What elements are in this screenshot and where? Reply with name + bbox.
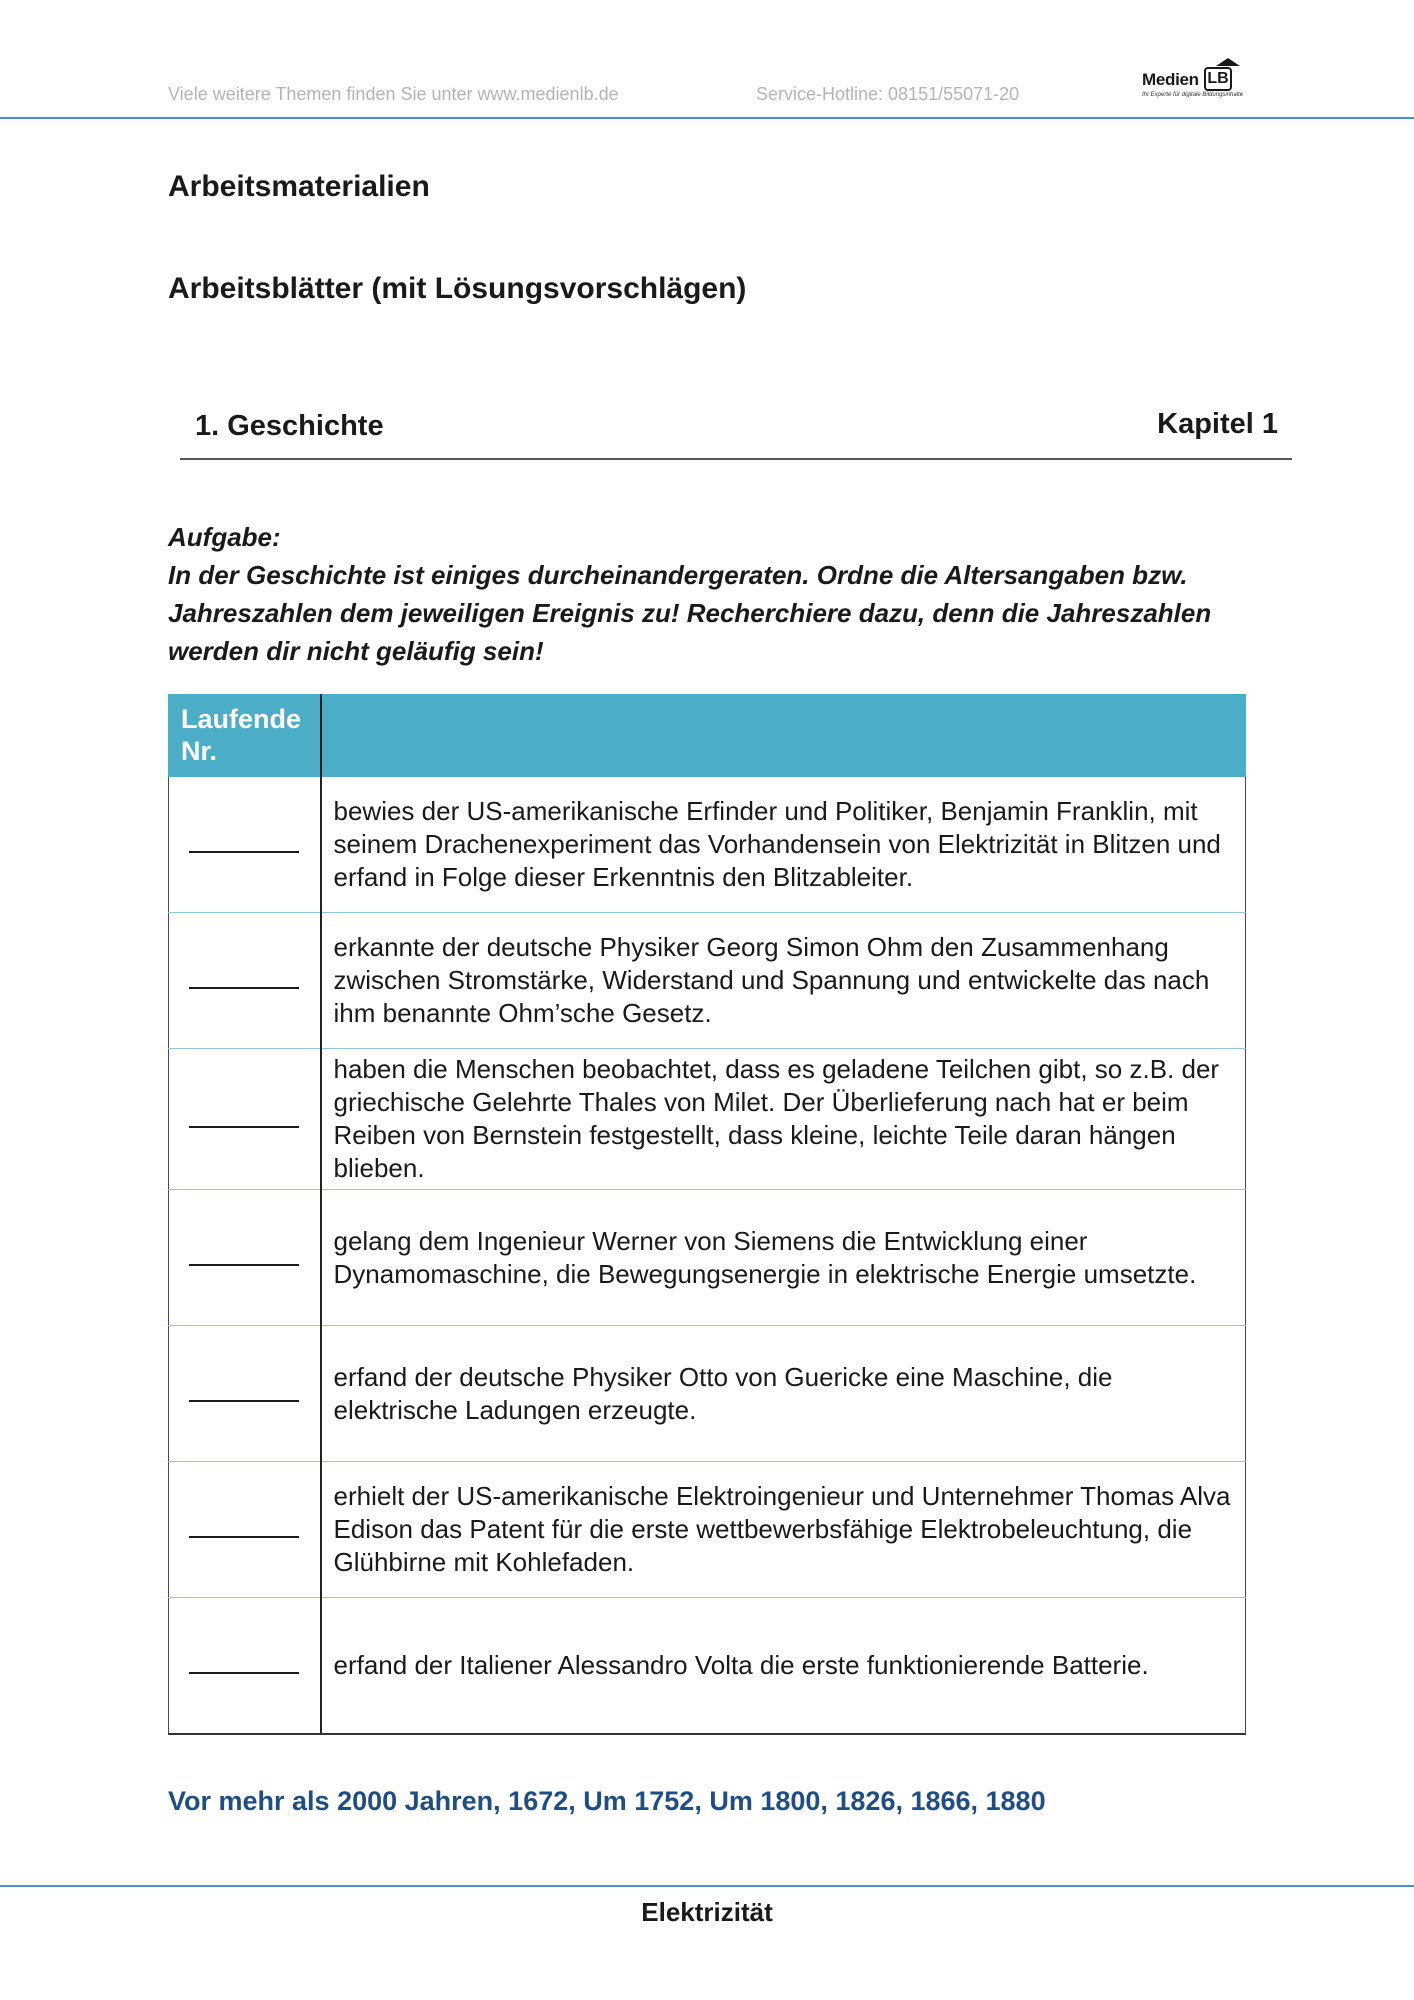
column-header-event	[321, 695, 1246, 777]
answer-blank[interactable]	[169, 1049, 321, 1190]
footer-divider	[0, 1885, 1414, 1887]
event-text: bewies der US-amerikanische Erfinder und Politiker, Benjamin Franklin, mit seinem Drachenexperiment das Vorhandensein von Elektrizität in Blitzen und erfand in Folge dieser Erkenntnis den Blitzableiter.	[321, 777, 1246, 913]
blank-line	[189, 1518, 299, 1538]
table-row	[169, 1049, 1246, 1190]
footer-topic: Elektrizität	[641, 1897, 773, 1927]
graduation-cap-icon	[1216, 58, 1240, 66]
event-text: erfand der deutsche Physiker Otto von Guericke eine Maschine, die elektrische Ladungen erzeugte.	[321, 1326, 1246, 1462]
answer-blank[interactable]	[169, 1598, 321, 1734]
chapter-divider	[180, 458, 1292, 460]
logo-tagline: Ihr Experte für digitale Bildungsinhalte	[1142, 92, 1244, 98]
column-header-number: Laufende Nr.	[169, 695, 321, 777]
table-header-row	[169, 695, 1246, 777]
blank-line	[189, 1108, 299, 1128]
event-text: erhielt der US-amerikanische Elektroingenieur und Unternehmer Thomas Alva Edison das Patent für die erste wettbewerbsfähige Elektrobeleuchtung, die Glühbirne mit Kohlefaden.	[321, 1462, 1246, 1598]
answer-blank[interactable]	[169, 1326, 321, 1462]
table-row	[169, 777, 1246, 913]
answer-blank[interactable]	[169, 1462, 321, 1598]
answer-blank[interactable]	[169, 913, 321, 1049]
blank-line	[189, 969, 299, 989]
chapter-label: Kapitel 1	[1157, 408, 1278, 440]
header-hotline-text: Service-Hotline: 08151/55071-20	[756, 84, 1020, 104]
table-row	[169, 1598, 1246, 1734]
header-divider	[0, 117, 1414, 119]
task-label: Aufgabe:	[168, 522, 281, 552]
page-title: Arbeitsmaterialien	[168, 170, 430, 203]
logo-wordmark: Medien	[1142, 70, 1199, 89]
medienlb-logo	[1138, 60, 1250, 106]
blank-line	[189, 1246, 299, 1266]
event-text: gelang dem Ingenieur Werner von Siemens die Entwicklung einer Dynamomaschine, die Bewegungsenergie in elektrische Energie umsetzte.	[321, 1190, 1246, 1326]
task-text: In der Geschichte ist einiges durcheinandergeraten. Ordne die Altersangaben bzw. Jahreszahlen dem jeweiligen Ereignis zu! Recherchiere dazu, denn die Jahreszahlen werden dir nicht geläufig sein!	[168, 560, 1212, 666]
event-text: erfand der Italiener Alessandro Volta die erste funktionierende Batterie.	[321, 1598, 1246, 1734]
blank-line	[189, 1382, 299, 1402]
header-website-text: Viele weitere Themen finden Sie unter www.medienlb.de	[168, 84, 619, 104]
table-row	[169, 1326, 1246, 1462]
table-row	[169, 1190, 1246, 1326]
answer-blank[interactable]	[169, 777, 321, 913]
task-block	[168, 518, 1278, 670]
page-subtitle: Arbeitsblätter (mit Lösungsvorschlägen)	[168, 272, 747, 305]
blank-line	[189, 833, 299, 853]
table-row	[169, 913, 1246, 1049]
answer-options: Vor mehr als 2000 Jahren, 1672, Um 1752, Um 1800, 1826, 1866, 1880	[168, 1786, 1046, 1816]
blank-line	[189, 1654, 299, 1674]
answer-blank[interactable]	[169, 1190, 321, 1326]
logo-lb-mark: LB	[1204, 67, 1232, 91]
events-table	[168, 694, 1246, 1735]
event-text: haben die Menschen beobachtet, dass es geladene Teilchen gibt, so z.B. der griechische Gelehrte Thales von Milet. Der Überlieferung nach hat er beim Reiben von Bernstein festgestellt, dass kleine, leichte Teile daran hängen blieben.	[321, 1049, 1246, 1190]
event-text: erkannte der deutsche Physiker Georg Simon Ohm den Zusammenhang zwischen Stromstärke, Widerstand und Spannung und entwickelte das nach ihm benannte Ohm’sche Gesetz.	[321, 913, 1246, 1049]
chapter-title: 1. Geschichte	[195, 410, 384, 442]
table-row	[169, 1462, 1246, 1598]
